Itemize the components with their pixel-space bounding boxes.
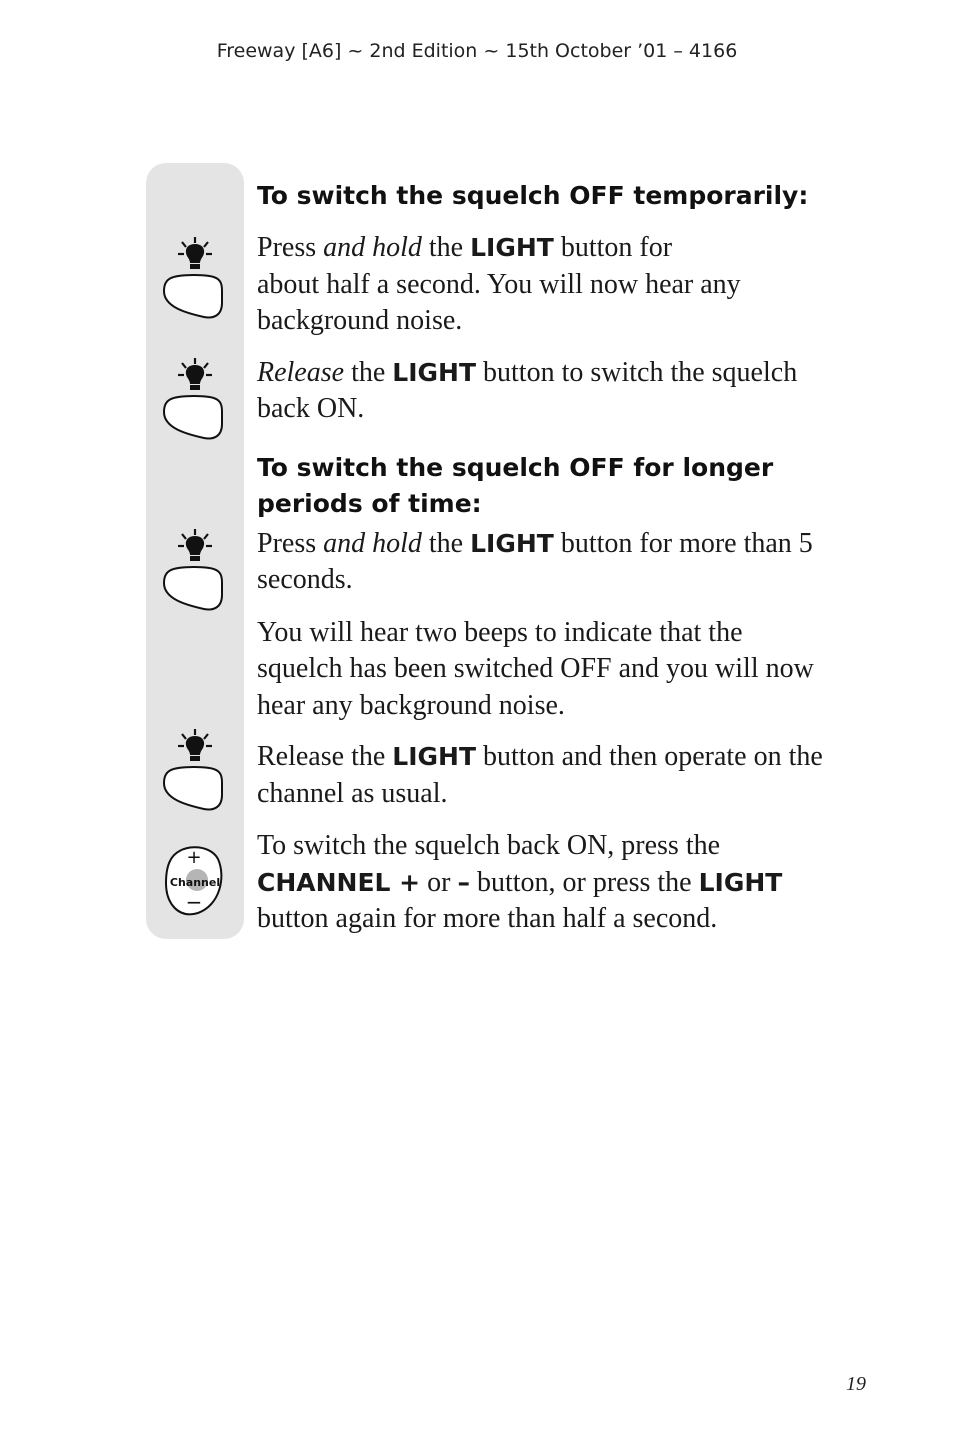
paragraph-press-hold: Press and hold the LIGHT button for about half a second. You will now hear any background noise. [257,232,741,336]
light-button-icon [160,235,230,321]
light-button-icon [160,356,230,442]
page-number: 19 [846,1373,866,1395]
channel-label: Channel [169,876,221,889]
heading-temporary: To switch the squelch OFF temporarily: [257,181,809,210]
paragraph-release-operate: Release the LIGHT button and then operate on the channel as usual. [257,741,823,809]
light-button-icon [160,727,230,813]
heading-longer: To switch the squelch OFF for longer periods of time: [257,452,774,518]
light-button-icon [160,527,230,613]
paragraph-press-hold-long: Press and hold the LIGHT button for more than 5 seconds. [257,527,813,595]
channel-button-icon [160,843,230,917]
plus-label: + [186,847,202,868]
icon-sidebar [146,163,244,939]
minus-label: − [185,890,203,914]
instructions [257,178,827,938]
running-header: Freeway [A6] ~ 2nd Edition ~ 15th October ’01 – 4166 [216,40,738,62]
paragraph-squelch-on: To switch the squelch back ON, press the CHANNEL + or – button, or press the LIGHT button again for more than half a second. [257,830,783,934]
paragraph-beeps: You will hear two beeps to indicate that the squelch has been switched OFF and you will now hear any background noise. [257,616,814,721]
paragraph-release: Release the LIGHT button to switch the squelch back ON. [257,356,798,424]
